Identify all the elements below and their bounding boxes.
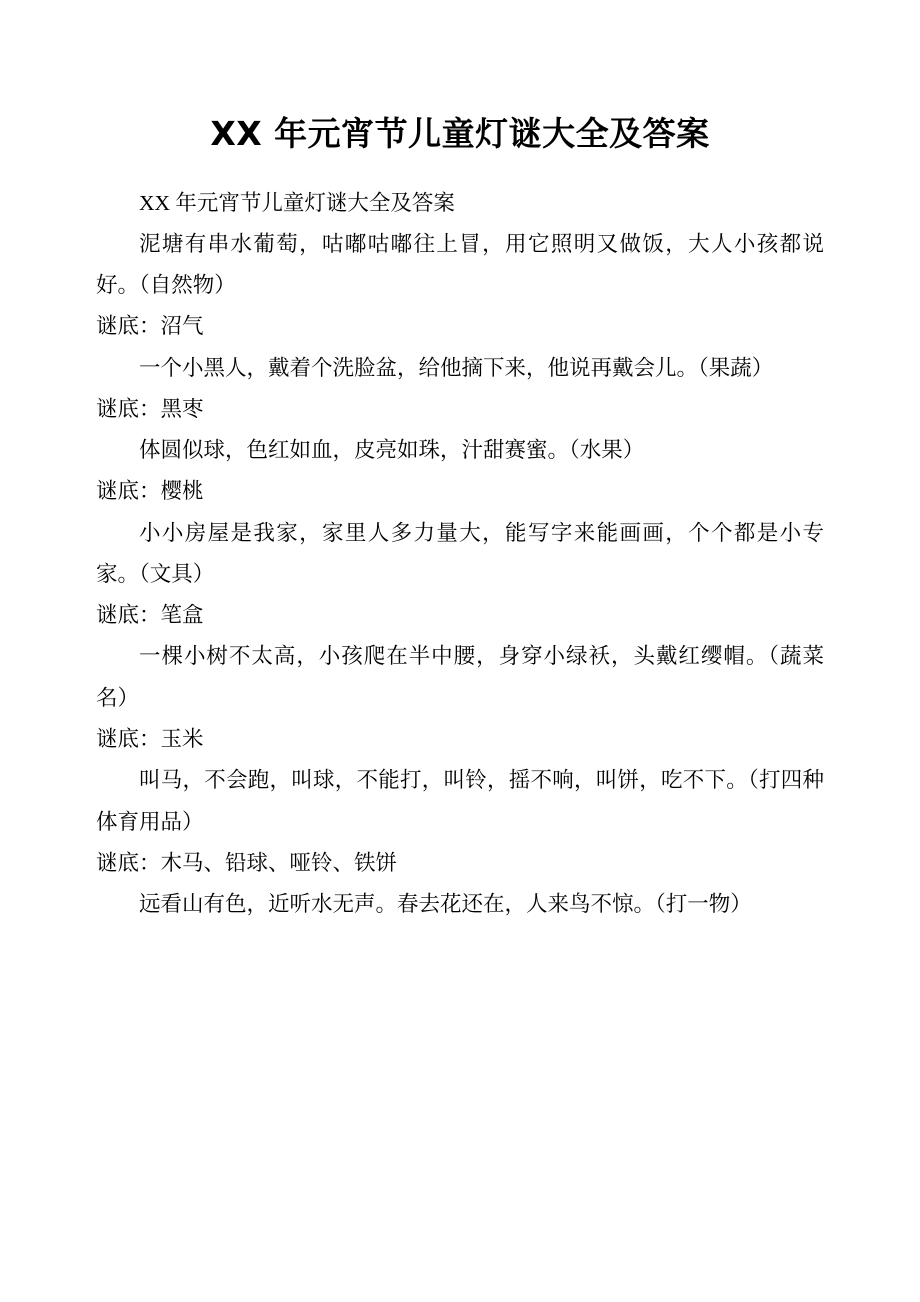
page-title: XX 年元宵节儿童灯谜大全及答案 [210, 114, 710, 153]
paragraph: 远看山有色，近听水无声。春去花还在，人来鸟不惊。（打一物） [139, 892, 752, 917]
riddle-answer: 谜底：沼气 [96, 314, 204, 339]
document-body [96, 183, 824, 926]
riddle-answer: 谜底：木马、铅球、哑铃、铁饼 [96, 850, 398, 875]
paragraph: 叫马，不会跑，叫球，不能打，叫铃，摇不响，叫饼，吃不下。（打四种体育用品） [96, 768, 824, 834]
riddle-answer: 谜底：樱桃 [96, 479, 204, 504]
paragraph: 一个小黑人，戴着个洗脸盆，给他摘下来，他说再戴会儿。（果蔬） [139, 355, 774, 380]
riddle-answer: 谜底：笔盒 [96, 603, 204, 628]
paragraph: 一棵小树不太高，小孩爬在半中腰，身穿小绿袄，头戴红缨帽。（蔬菜名） [96, 644, 824, 710]
riddle-answer: 谜底：玉米 [96, 727, 204, 751]
riddle-answer: 谜底：黑枣 [96, 396, 204, 421]
paragraph: 泥塘有串水葡萄，咕嘟咕嘟往上冒，用它照明又做饭，大人小孩都说好。（自然物） [96, 231, 824, 298]
paragraph: 体圆似球，色红如血，皮亮如珠，汁甜赛蜜。（水果） [139, 438, 645, 463]
paragraph: 小小房屋是我家，家里人多力量大，能写字来能画画，个个都是小专家。（文具） [96, 520, 824, 586]
paragraph: XX 年元宵节儿童灯谜大全及答案 [139, 190, 455, 215]
